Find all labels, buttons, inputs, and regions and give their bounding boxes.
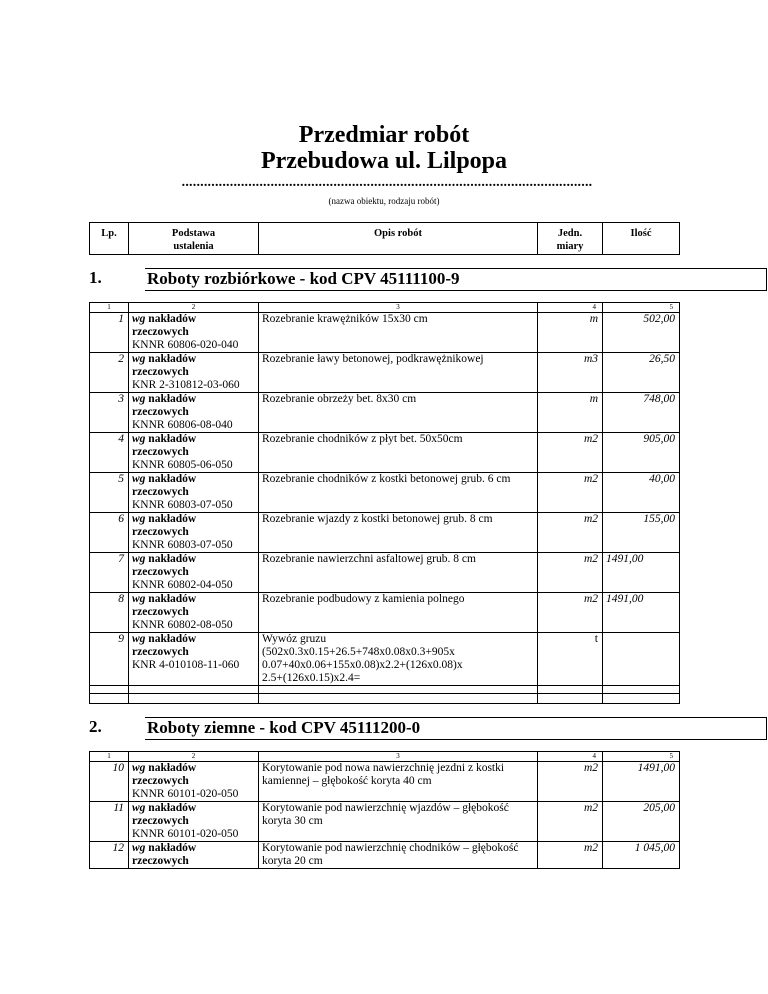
podstawa-line <box>132 313 258 326</box>
podstawa-rzeczowych: rzeczowych <box>132 775 189 787</box>
cell-jednostka: m2 <box>538 513 603 553</box>
podstawa-line <box>132 393 258 406</box>
cell-podstawa <box>129 353 259 393</box>
cell-ilosc: 502,00 <box>603 313 680 353</box>
cell-ilosc: 905,00 <box>603 433 680 473</box>
header-ilosc: Ilość <box>603 223 680 255</box>
table-row <box>90 473 680 513</box>
podstawa-line <box>132 433 258 446</box>
empty-cell <box>603 694 680 704</box>
empty-cell <box>603 686 680 694</box>
opis-text: kamiennej – głębokość koryta 40 cm <box>262 775 432 787</box>
table-row <box>90 313 680 353</box>
cell-ilosc: 748,00 <box>603 393 680 433</box>
cell-opis <box>259 513 538 553</box>
header-lp: Lp. <box>90 223 129 255</box>
cell-podstawa <box>129 313 259 353</box>
opis-text: Rozebranie obrzeży bet. 8x30 cm <box>262 393 417 405</box>
col-number: 2 <box>129 303 259 313</box>
opis-text: Korytowanie pod nawierzchnię chodników – głębokość <box>262 842 519 854</box>
podstawa-code: KNR 4-010108-11-060 <box>132 659 240 671</box>
podstawa-naklady: nakładów <box>148 633 197 645</box>
podstawa-wg: wg <box>132 473 146 485</box>
cell-lp: 2 <box>90 353 129 393</box>
podstawa-rzeczowych: rzeczowych <box>132 606 189 618</box>
header-jednostka: Jedn. miary <box>538 223 603 255</box>
podstawa-code: KNR 2-310812-03-060 <box>132 379 240 391</box>
col-number: 1 <box>90 303 129 313</box>
opis-text: Rozebranie podbudowy z kamienia polnego <box>262 593 465 605</box>
cell-ilosc: 205,00 <box>603 802 680 842</box>
dotted-fill-line: ............................................................................................................... <box>181 176 593 190</box>
table-row <box>90 513 680 553</box>
empty-cell <box>259 686 538 694</box>
podstawa-naklady: nakładów <box>148 513 197 525</box>
empty-cell <box>129 694 259 704</box>
podstawa-rzeczowych: rzeczowych <box>132 446 189 458</box>
podstawa-line <box>132 633 258 646</box>
podstawa-naklady: nakładów <box>148 353 197 365</box>
podstawa-code: KNNR 60806-08-040 <box>132 419 233 431</box>
podstawa-naklady: nakładów <box>148 313 197 325</box>
table-row <box>90 553 680 593</box>
podstawa-wg: wg <box>132 762 146 774</box>
table-row <box>90 593 680 633</box>
podstawa-line <box>132 762 258 775</box>
cell-podstawa <box>129 393 259 433</box>
podstawa-line <box>132 842 258 855</box>
cell-opis <box>259 353 538 393</box>
opis-text: Korytowanie pod nowa nawierzchnię jezdni z kostki <box>262 762 505 774</box>
cell-opis <box>259 313 538 353</box>
cell-ilosc: 40,00 <box>603 473 680 513</box>
table-row <box>90 633 680 686</box>
col-number: 5 <box>603 303 680 313</box>
podstawa-line <box>132 802 258 815</box>
podstawa-rzeczowych: rzeczowych <box>132 486 189 498</box>
cell-opis <box>259 553 538 593</box>
podstawa-rzeczowych: rzeczowych <box>132 406 189 418</box>
empty-cell <box>538 694 603 704</box>
table-row <box>90 433 680 473</box>
cell-podstawa <box>129 633 259 686</box>
opis-text: 0.07+40x0.06+155x0.08)x2.2+(126x0.08)x <box>262 659 463 671</box>
cell-lp: 1 <box>90 313 129 353</box>
empty-cell <box>129 686 259 694</box>
cell-opis <box>259 762 538 802</box>
empty-cell <box>538 686 603 694</box>
table-row <box>90 353 680 393</box>
podstawa-naklady: nakładów <box>148 473 197 485</box>
cell-ilosc: 1 045,00 <box>603 842 680 869</box>
podstawa-rzeczowych: rzeczowych <box>132 855 189 867</box>
cell-opis <box>259 393 538 433</box>
column-header-table <box>89 222 680 255</box>
podstawa-line <box>132 513 258 526</box>
cell-opis <box>259 473 538 513</box>
empty-row <box>90 686 680 694</box>
podstawa-rzeczowych: rzeczowych <box>132 326 189 338</box>
podstawa-naklady: nakładów <box>148 393 197 405</box>
cell-opis <box>259 633 538 686</box>
cell-lp: 7 <box>90 553 129 593</box>
podstawa-wg: wg <box>132 393 146 405</box>
empty-cell <box>259 694 538 704</box>
podstawa-naklady: nakładów <box>148 593 197 605</box>
podstawa-wg: wg <box>132 353 146 365</box>
col-number: 2 <box>129 752 259 762</box>
col-number: 5 <box>603 752 680 762</box>
table-row <box>90 842 680 869</box>
empty-cell <box>90 686 129 694</box>
podstawa-wg: wg <box>132 433 146 445</box>
col-number: 3 <box>259 752 538 762</box>
cell-lp: 3 <box>90 393 129 433</box>
table-row <box>90 802 680 842</box>
cell-ilosc: 1491,00 <box>603 762 680 802</box>
section-number: 2. <box>89 717 102 736</box>
cell-lp: 4 <box>90 433 129 473</box>
cell-opis <box>259 802 538 842</box>
object-name-caption: (nazwa obiektu, rodzaju robót) <box>328 196 440 206</box>
podstawa-line <box>132 593 258 606</box>
cell-jednostka: m2 <box>538 553 603 593</box>
cell-lp: 10 <box>90 762 129 802</box>
cell-ilosc: 26,50 <box>603 353 680 393</box>
cell-lp: 6 <box>90 513 129 553</box>
cell-opis <box>259 433 538 473</box>
document-subtitle: Przebudowa ul. Lilpopa <box>260 148 508 174</box>
cell-podstawa <box>129 802 259 842</box>
podstawa-naklady: nakładów <box>148 842 197 854</box>
col-number: 3 <box>259 303 538 313</box>
cell-ilosc <box>603 633 680 686</box>
cell-opis <box>259 593 538 633</box>
cell-opis <box>259 842 538 869</box>
opis-text: 2.5+(126x0.15)x2.4= <box>262 672 361 684</box>
opis-text: koryta 20 cm <box>262 855 323 867</box>
opis-text: Rozebranie chodników z płyt bet. 50x50cm <box>262 433 463 445</box>
podstawa-wg: wg <box>132 513 146 525</box>
cell-jednostka: m <box>538 313 603 353</box>
section-label: Roboty ziemne - kod CPV 45111200-0 <box>147 718 421 737</box>
opis-text: Rozebranie ławy betonowej, podkrawężnikowej <box>262 353 484 365</box>
opis-text: Wywóz gruzu <box>262 633 327 645</box>
opis-text: Rozebranie krawężników 15x30 cm <box>262 313 428 325</box>
cell-podstawa <box>129 433 259 473</box>
cell-podstawa <box>129 762 259 802</box>
cell-lp: 5 <box>90 473 129 513</box>
podstawa-code: KNNR 60803-07-050 <box>132 539 233 551</box>
podstawa-line <box>132 553 258 566</box>
podstawa-code: KNNR 60802-04-050 <box>132 579 233 591</box>
opis-text: Rozebranie chodników z kostki betonowej grub. 6 cm <box>262 473 511 485</box>
column-number-row <box>90 303 680 313</box>
cell-jednostka: m2 <box>538 842 603 869</box>
header-opis: Opis robót <box>259 223 538 255</box>
cell-jednostka: m2 <box>538 593 603 633</box>
podstawa-code: KNNR 60802-08-050 <box>132 619 233 631</box>
cell-lp: 12 <box>90 842 129 869</box>
cell-jednostka: m2 <box>538 473 603 513</box>
empty-cell <box>90 694 129 704</box>
opis-text: (502x0.3x0.15+26.5+748x0.08x0.3+905x <box>262 646 455 658</box>
podstawa-code: KNNR 60101-020-050 <box>132 788 239 800</box>
opis-text: Rozebranie wjazdy z kostki betonowej grub. 8 cm <box>262 513 493 525</box>
cell-jednostka: m2 <box>538 433 603 473</box>
col-number: 4 <box>538 303 603 313</box>
table-row <box>90 762 680 802</box>
podstawa-wg: wg <box>132 633 146 645</box>
cell-lp: 9 <box>90 633 129 686</box>
section-1-items-table <box>89 302 680 704</box>
cell-podstawa <box>129 842 259 869</box>
podstawa-wg: wg <box>132 313 146 325</box>
podstawa-code: KNNR 60806-020-040 <box>132 339 239 351</box>
podstawa-code: KNNR 60803-07-050 <box>132 499 233 511</box>
podstawa-naklady: nakładów <box>148 762 197 774</box>
podstawa-rzeczowych: rzeczowych <box>132 526 189 538</box>
empty-row <box>90 694 680 704</box>
column-number-row <box>90 752 680 762</box>
cell-podstawa <box>129 513 259 553</box>
podstawa-wg: wg <box>132 553 146 565</box>
opis-text: koryta 30 cm <box>262 815 323 827</box>
cell-jednostka: m <box>538 393 603 433</box>
podstawa-wg: wg <box>132 842 146 854</box>
podstawa-wg: wg <box>132 802 146 814</box>
cell-lp: 11 <box>90 802 129 842</box>
cell-jednostka: t <box>538 633 603 686</box>
podstawa-line <box>132 473 258 486</box>
opis-text: Rozebranie nawierzchni asfaltowej grub. 8 cm <box>262 553 476 565</box>
cell-ilosc: 1491,00 <box>603 553 680 593</box>
table-row <box>90 393 680 433</box>
podstawa-wg: wg <box>132 593 146 605</box>
cell-podstawa <box>129 593 259 633</box>
podstawa-naklady: nakładów <box>148 553 197 565</box>
col-number: 1 <box>90 752 129 762</box>
section-number: 1. <box>89 268 102 287</box>
cell-jednostka: m2 <box>538 762 603 802</box>
cell-jednostka: m2 <box>538 802 603 842</box>
cell-ilosc: 155,00 <box>603 513 680 553</box>
podstawa-code: KNNR 60101-020-050 <box>132 828 239 840</box>
cell-jednostka: m3 <box>538 353 603 393</box>
section-label: Roboty rozbiórkowe - kod CPV 45111100-9 <box>147 269 460 288</box>
podstawa-rzeczowych: rzeczowych <box>132 366 189 378</box>
cell-podstawa <box>129 473 259 513</box>
podstawa-naklady: nakładów <box>148 433 197 445</box>
podstawa-code: KNNR 60805-06-050 <box>132 459 233 471</box>
section-2-items-table <box>89 751 680 869</box>
podstawa-line <box>132 353 258 366</box>
header-podstawa: Podstawa ustalenia <box>129 223 259 255</box>
podstawa-naklady: nakładów <box>148 802 197 814</box>
opis-text: Korytowanie pod nawierzchnię wjazdów – głębokość <box>262 802 509 814</box>
cell-ilosc: 1491,00 <box>603 593 680 633</box>
document-title: Przedmiar robót <box>298 122 470 148</box>
cell-podstawa <box>129 553 259 593</box>
col-number: 4 <box>538 752 603 762</box>
cell-lp: 8 <box>90 593 129 633</box>
podstawa-rzeczowych: rzeczowych <box>132 646 189 658</box>
podstawa-rzeczowych: rzeczowych <box>132 815 189 827</box>
podstawa-rzeczowych: rzeczowych <box>132 566 189 578</box>
